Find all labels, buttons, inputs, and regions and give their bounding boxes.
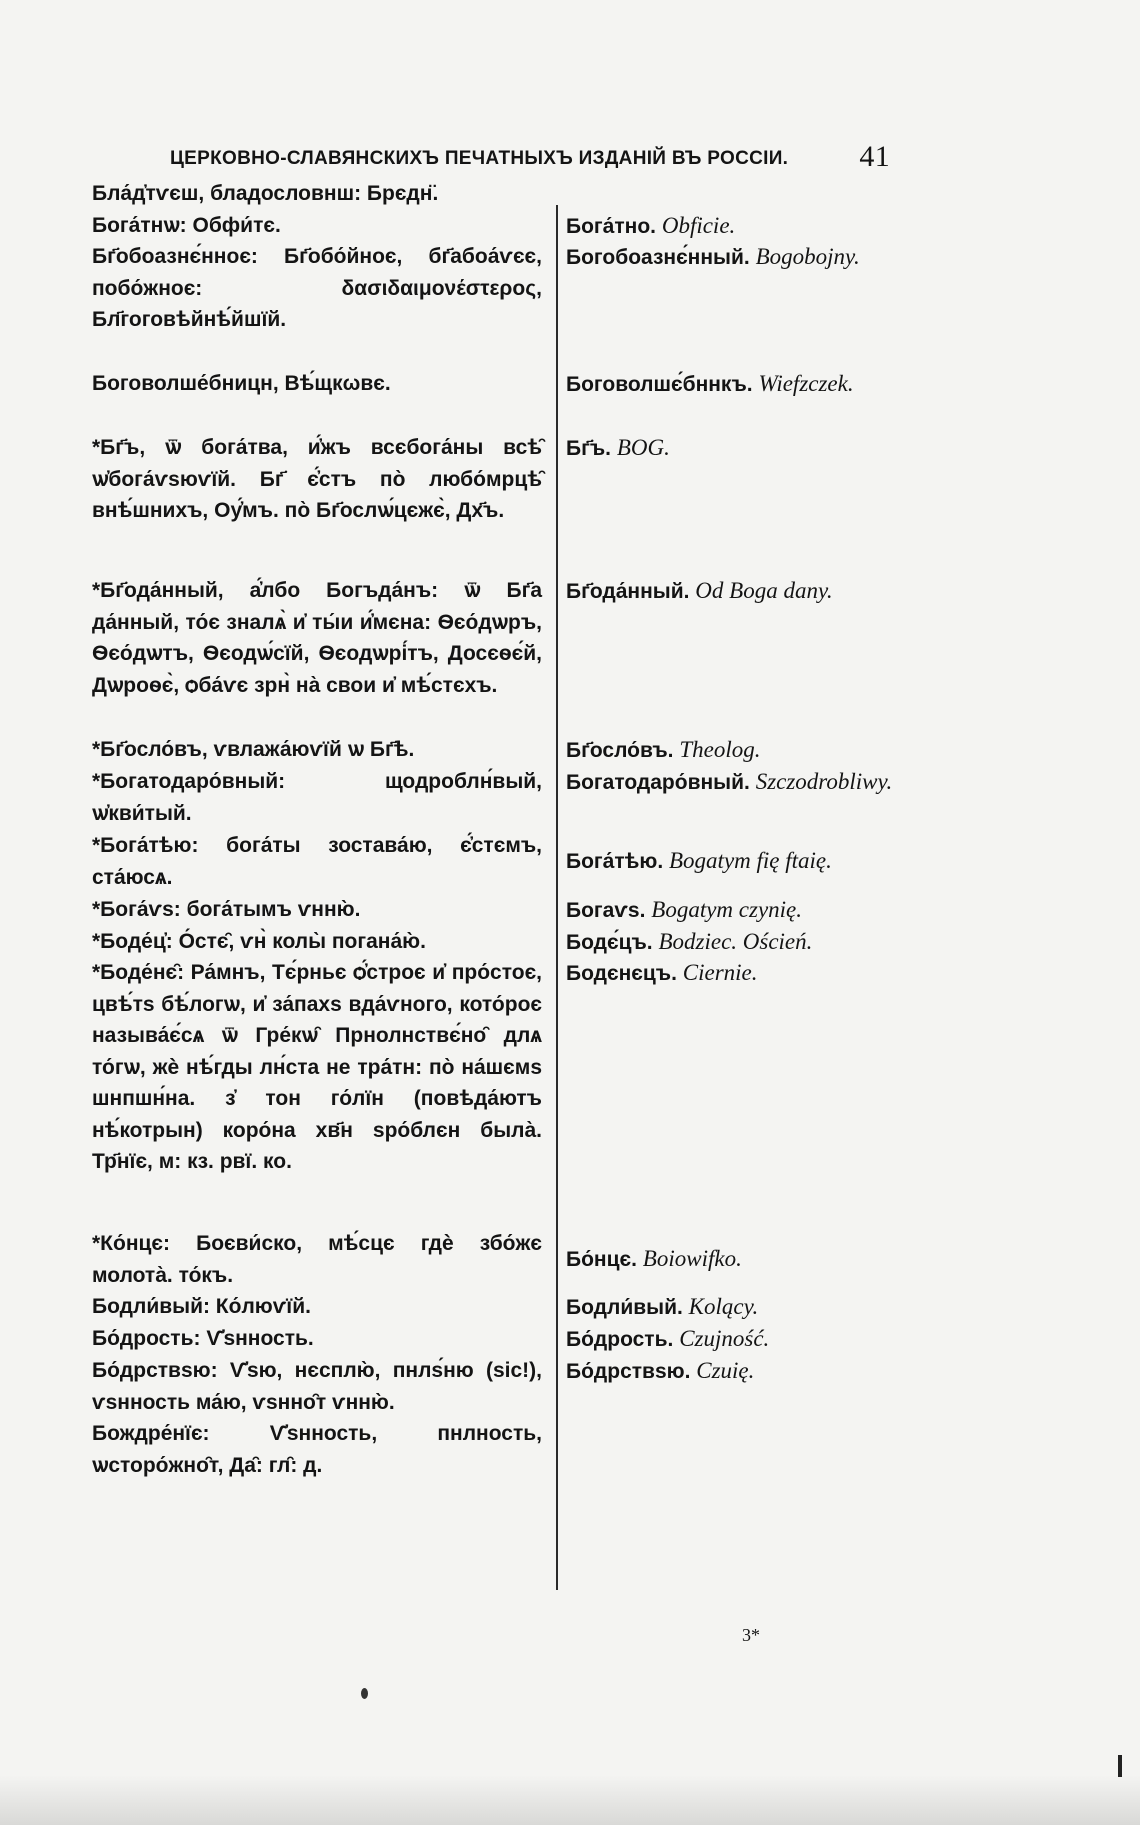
right-gloss: Kolący. [688,1294,759,1319]
right-entry [566,1355,902,1388]
right-entry [566,575,902,608]
right-gloss: Obficie. [661,213,736,238]
page-shadow [0,1775,1140,1825]
left-entry: Бг҃обоазнє́нноє: Бг҃обо́йноє, бг҃абоа́ѵєє, побо́жноє: δασιδαιμονέστερος, Бл҃гоговѣйнѣ́йшїй. [92,245,542,331]
right-gloss: BOG. [616,435,670,460]
right-entry [566,241,902,274]
left-entry: *Бога́ѵѕ: бога́тымъ ѵнню̀. [92,898,361,921]
right-gloss: Bogobojny. [755,244,860,269]
right-entry [566,1323,902,1356]
right-gloss: Wiefzczek. [758,371,854,396]
right-gloss: Czuię. [696,1358,755,1383]
left-entry: *Боде́ц҆: О́стє̑, ѵн̀ колы̀ погана́ю̀. [92,930,426,953]
right-head: Бодли́вый. [566,1296,683,1319]
right-entry [566,734,902,767]
ink-spot [361,1688,368,1699]
right-gloss: Boiowifko. [642,1246,742,1271]
right-head: Бодєнєцъ. [566,962,677,985]
left-entry: Бодли́вый: Ко́люѵїй. [92,1295,311,1318]
right-gloss: Bogatym czynię. [651,897,803,922]
left-entry: *Бг҃ода́нный, а҆́лбо Богъда́нъ: ѿ Бг҃а да́нный, то́є зналѧ̀ и҆ ты́и и҆́мєна: Ѳєо́дѡръ, Ѳєо́дѡтъ, Ѳєодѡ́сїй, Ѳєодѡрі́тъ, Досєѳє́й, Дѡроѳє̀, ѻба́ѵє зрн̀ на̀ свои и҆ мѣ́стєхъ. [92,579,542,697]
right-entry [566,1243,902,1276]
right-entry [566,845,902,878]
right-head: Бодє́цъ. [566,931,653,954]
right-head: Бога́тѣю. [566,850,664,873]
running-header [170,138,890,178]
right-gloss: Od Boga dany. [695,578,833,603]
right-head: Бг҃ода́нный. [566,580,690,603]
right-entry [566,1291,902,1324]
left-entry: *Бг҃ъ, ѿ бога́тва, и҆́жъ всєбога́ны всѣ̑ ѡ҆бога́ѵѕюѵїй. Бг҃ є҆́стъ по̀ любо́мрцѣ̑ внѣ́шнихъ, Оу҆́мъ. по̀ Бг҃ослѡ́цєжє̀, Дх҃ъ. [92,436,542,522]
right-gloss: Theolog. [679,737,761,762]
right-entry [566,210,902,243]
right-gloss: Bogatym fię ftaię. [669,848,832,873]
left-entry: *Богатодаро́вный: щодроблн́вый, ѡ҆кви́тый. [92,770,542,825]
left-entry: Бо́дрствѕю: Ѵ҆ѕю, нєсплю̀, пнлѕ́ню (sic!), ѵѕнность ма́ю, ѵѕнно̑т ѵнню̀. [92,1359,542,1414]
header-title: ЦЕРКОВНО-СЛАВЯНСКИХЪ ПЕЧАТНЫХЪ ИЗДАНІЙ ВЪ РОССІИ. [170,148,789,169]
right-head: Бо́дрствѕю. [566,1360,691,1383]
column-divider [556,205,558,1590]
left-entry: Бождре́нїє: Ѵ҆ѕнность, пнлность, ѡсторо́жно̑т, Да̑: гл̑: д. [92,1422,542,1477]
right-head: Богобоазнє́нный. [566,246,750,269]
right-gloss: Bodziec. Oścień. [658,929,813,954]
left-entry: Боговолше́бницн, Вѣ́щкωвє. [92,372,391,395]
right-head: Бг҃осло́въ. [566,739,674,762]
left-entry: *Боде́нє̑: Ра́мнъ, Тє́рньє ѻ҆́строє и҆ про́стоє, цвѣ́тѕ бѣ́логѡ, и҆ за́пахѕ вда́ѵного, кото́роє называ́є́сѧ ѿ Гре́кѡ̑ Прнолнствє́но̑ длѧ то́гѡ, жѐ нѣ́гды лн́ста не тра́тн: по̀ на́шємѕ шнпшн́на. з҆ тон го́лїн (повѣда́ютъ нѣ́котрын) коро́на хв҃н ѕро́блєн была̀. Тр҃нїє, м: кз. рвї. ко. [92,961,542,1173]
right-head: Богатодаро́вный. [566,771,750,794]
right-gloss: Czujność. [679,1326,770,1351]
right-entry [566,432,902,465]
left-entry: *Бг҃осло́въ, ѵвлажа́юѵїй ѡ Бг҃ѣ. [92,738,415,761]
right-head: Бо́дрость. [566,1328,674,1351]
right-entry [566,926,902,959]
right-head: Боговолшє́бннкъ. [566,373,753,396]
left-entry: Бога́тнѡ: Обфи́тє. [92,214,281,237]
right-head: Бг҃ъ. [566,437,611,460]
right-head: Бога́тно. [566,215,656,238]
right-gloss: Szczodrobliwy. [755,769,893,794]
right-gloss: Ciernie. [682,960,758,985]
right-entry [566,766,902,799]
signature-mark: 3* [742,1625,760,1645]
left-entry: *Ко́нцє: Боєви́ско, мѣ́сцє гдѐ збо́жє молота̀. то́къ. [92,1232,542,1287]
right-entry [566,894,902,927]
right-head: Бо́нцє. [566,1248,637,1271]
right-head: Богаѵѕ. [566,899,646,922]
edge-mark [1118,1755,1122,1777]
right-entry [566,957,902,990]
left-entry: Бла́д҆тѵєш, бладословнш: Брєдн̈. [92,182,439,205]
left-entry: Бо́дрость: Ѵ҆ѕнность. [92,1327,314,1350]
left-entry: *Бога́тѣю: бога́ты зостава́ю, є҆́стємъ, ста́юсѧ. [92,834,542,889]
page-number: 41 [859,140,890,173]
right-entry [566,368,902,401]
